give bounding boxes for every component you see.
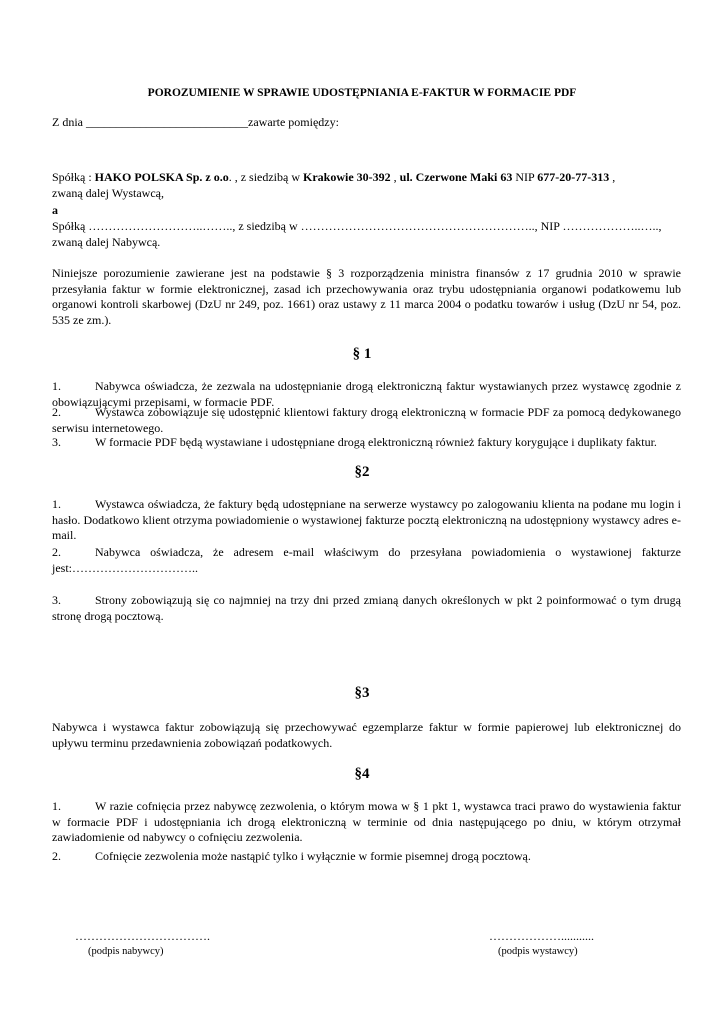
party1-nip: 677-20-77-313 xyxy=(537,170,610,184)
date-prefix: Z dnia xyxy=(52,115,83,129)
issuer-signature-line: ………………........... xyxy=(489,929,594,943)
item-text: Nabywca oświadcza, że zezwala na udostępnianie drogą elektroniczną faktur wystawianych przez wystawcę zgodnie z obowiązującymi przepisami, w formacie PDF. xyxy=(52,379,681,409)
party2-line: Spółką ………………………..…….., z siedzibą w ………………………………………………….., NIP ………………..….., xyxy=(52,219,662,233)
item-number: 2. xyxy=(52,545,61,559)
section-1-item-3 xyxy=(52,435,681,451)
item-text: W razie cofnięcia przez nabywcę zezwolenia, o którym mowa w § 1 pkt 1, wystawca traci prawo do wystawienia faktur w formacie PDF i udostępniania ich drogą elektroniczną w terminie od dnia następującego po dniu, w którym otrzymał zawiadomienie od nabywcy o cofnięciu zezwolenia. xyxy=(52,799,681,844)
section-3-heading: §3 xyxy=(354,685,370,701)
item-text: Nabywca oświadcza, że adresem e-mail właściwym do przesyłana powiadomienia o wystawionej fakturze jest:………………………….. xyxy=(52,545,681,575)
section-1-item-2 xyxy=(52,405,681,436)
section-3-paragraph: Nabywca i wystawca faktur zobowiązują się przechowywać egzemplarze faktur w formie papierowej lub elektronicznej do upływu terminu przedawnienia zobowiązań podatkowych. xyxy=(52,720,681,750)
item-number: 3. xyxy=(52,435,61,449)
item-number: 1. xyxy=(52,799,61,813)
item-number: 1. xyxy=(52,379,61,393)
item-text: Cofnięcie zezwolenia może nastąpić tylko i wyłącznie w formie pisemnej drogą pocztową. xyxy=(95,849,531,863)
item-text: W formacie PDF będą wystawiane i udostępniane drogą elektroniczną również faktury korygujące i duplikaty faktur. xyxy=(95,435,657,449)
date-line xyxy=(52,115,339,131)
party1-street: ul. Czerwone Maki 63 xyxy=(399,170,513,184)
date-suffix: zawarte pomiędzy: xyxy=(248,115,339,129)
party1-role: zwaną dalej Wystawcą, xyxy=(52,186,165,200)
item-number: 3. xyxy=(52,593,61,607)
buyer-signature-line: ……………………………. xyxy=(75,929,210,943)
section-2-heading: §2 xyxy=(354,464,370,480)
section-4-item-1 xyxy=(52,799,681,846)
party1-label: Spółką : xyxy=(52,170,92,184)
section-4-item-2 xyxy=(52,849,681,865)
section-2-item-3 xyxy=(52,593,681,624)
issuer-signature-label: (podpis wystawcy) xyxy=(498,946,578,957)
item-number: 2. xyxy=(52,405,61,419)
party1-city: Krakowie 30-392 xyxy=(303,170,391,184)
section-2-item-1 xyxy=(52,497,681,544)
buyer-signature-label: (podpis nabywcy) xyxy=(88,946,164,957)
conjunction: a xyxy=(52,203,58,217)
party1-line xyxy=(52,170,615,186)
item-text: Strony zobowiązują się co najmniej na trzy dni przed zmianą danych określonych w pkt 2 poinformować o tym drugą stronę drogą pocztową. xyxy=(52,593,681,623)
party1-end: , xyxy=(612,170,616,184)
party1-nip-label: NIP xyxy=(515,170,535,184)
document-title: POROZUMIENIE W SPRAWIE UDOSTĘPNIANIA E-FAKTUR W FORMACIE PDF xyxy=(147,87,577,99)
party2-role: zwaną dalej Nabywcą. xyxy=(52,235,161,249)
party1-name: HAKO POLSKA Sp. z o.o xyxy=(94,170,229,184)
item-number: 1. xyxy=(52,497,61,511)
item-text: Wystawca oświadcza, że faktury będą udostępniane na serwerze wystawcy po zalogowaniu klienta na podane mu login i hasło. Dodatkowo klient otrzyma powiadomienie o wystawionej fakturze pocztą elektroniczną na udostępniony wystawcy adres e-mail. xyxy=(52,497,681,542)
item-number: 2. xyxy=(52,849,61,863)
party1-comma: , xyxy=(393,170,397,184)
party1-after-name: . , z siedzibą w xyxy=(228,170,301,184)
item-text: Wystawca zobowiązuje się udostępnić klientowi faktury drogą elektroniczną w formacie PDF za pomocą dedykowanego serwisu internetowego. xyxy=(52,405,681,435)
intro-paragraph: Niniejsze porozumienie zawierane jest na podstawie § 3 rozporządzenia ministra finansów z 17 grudnia 2010 w sprawie przesyłania faktur w formie elektronicznej, zasad ich przechowywania oraz trybu udostępniania organowi podatkowemu lub organowi kontroli skarbowej (DzU nr 249, poz. 1661) oraz ustawy z 11 marca 2004 o podatku towarów i usług (DzU nr 54, poz. 535 ze zm.). xyxy=(52,266,681,327)
section-4-heading: §4 xyxy=(354,766,370,782)
date-blank: ___________________________ xyxy=(86,115,248,129)
section-1-heading: § 1 xyxy=(352,346,372,362)
section-2-item-2 xyxy=(52,545,681,576)
